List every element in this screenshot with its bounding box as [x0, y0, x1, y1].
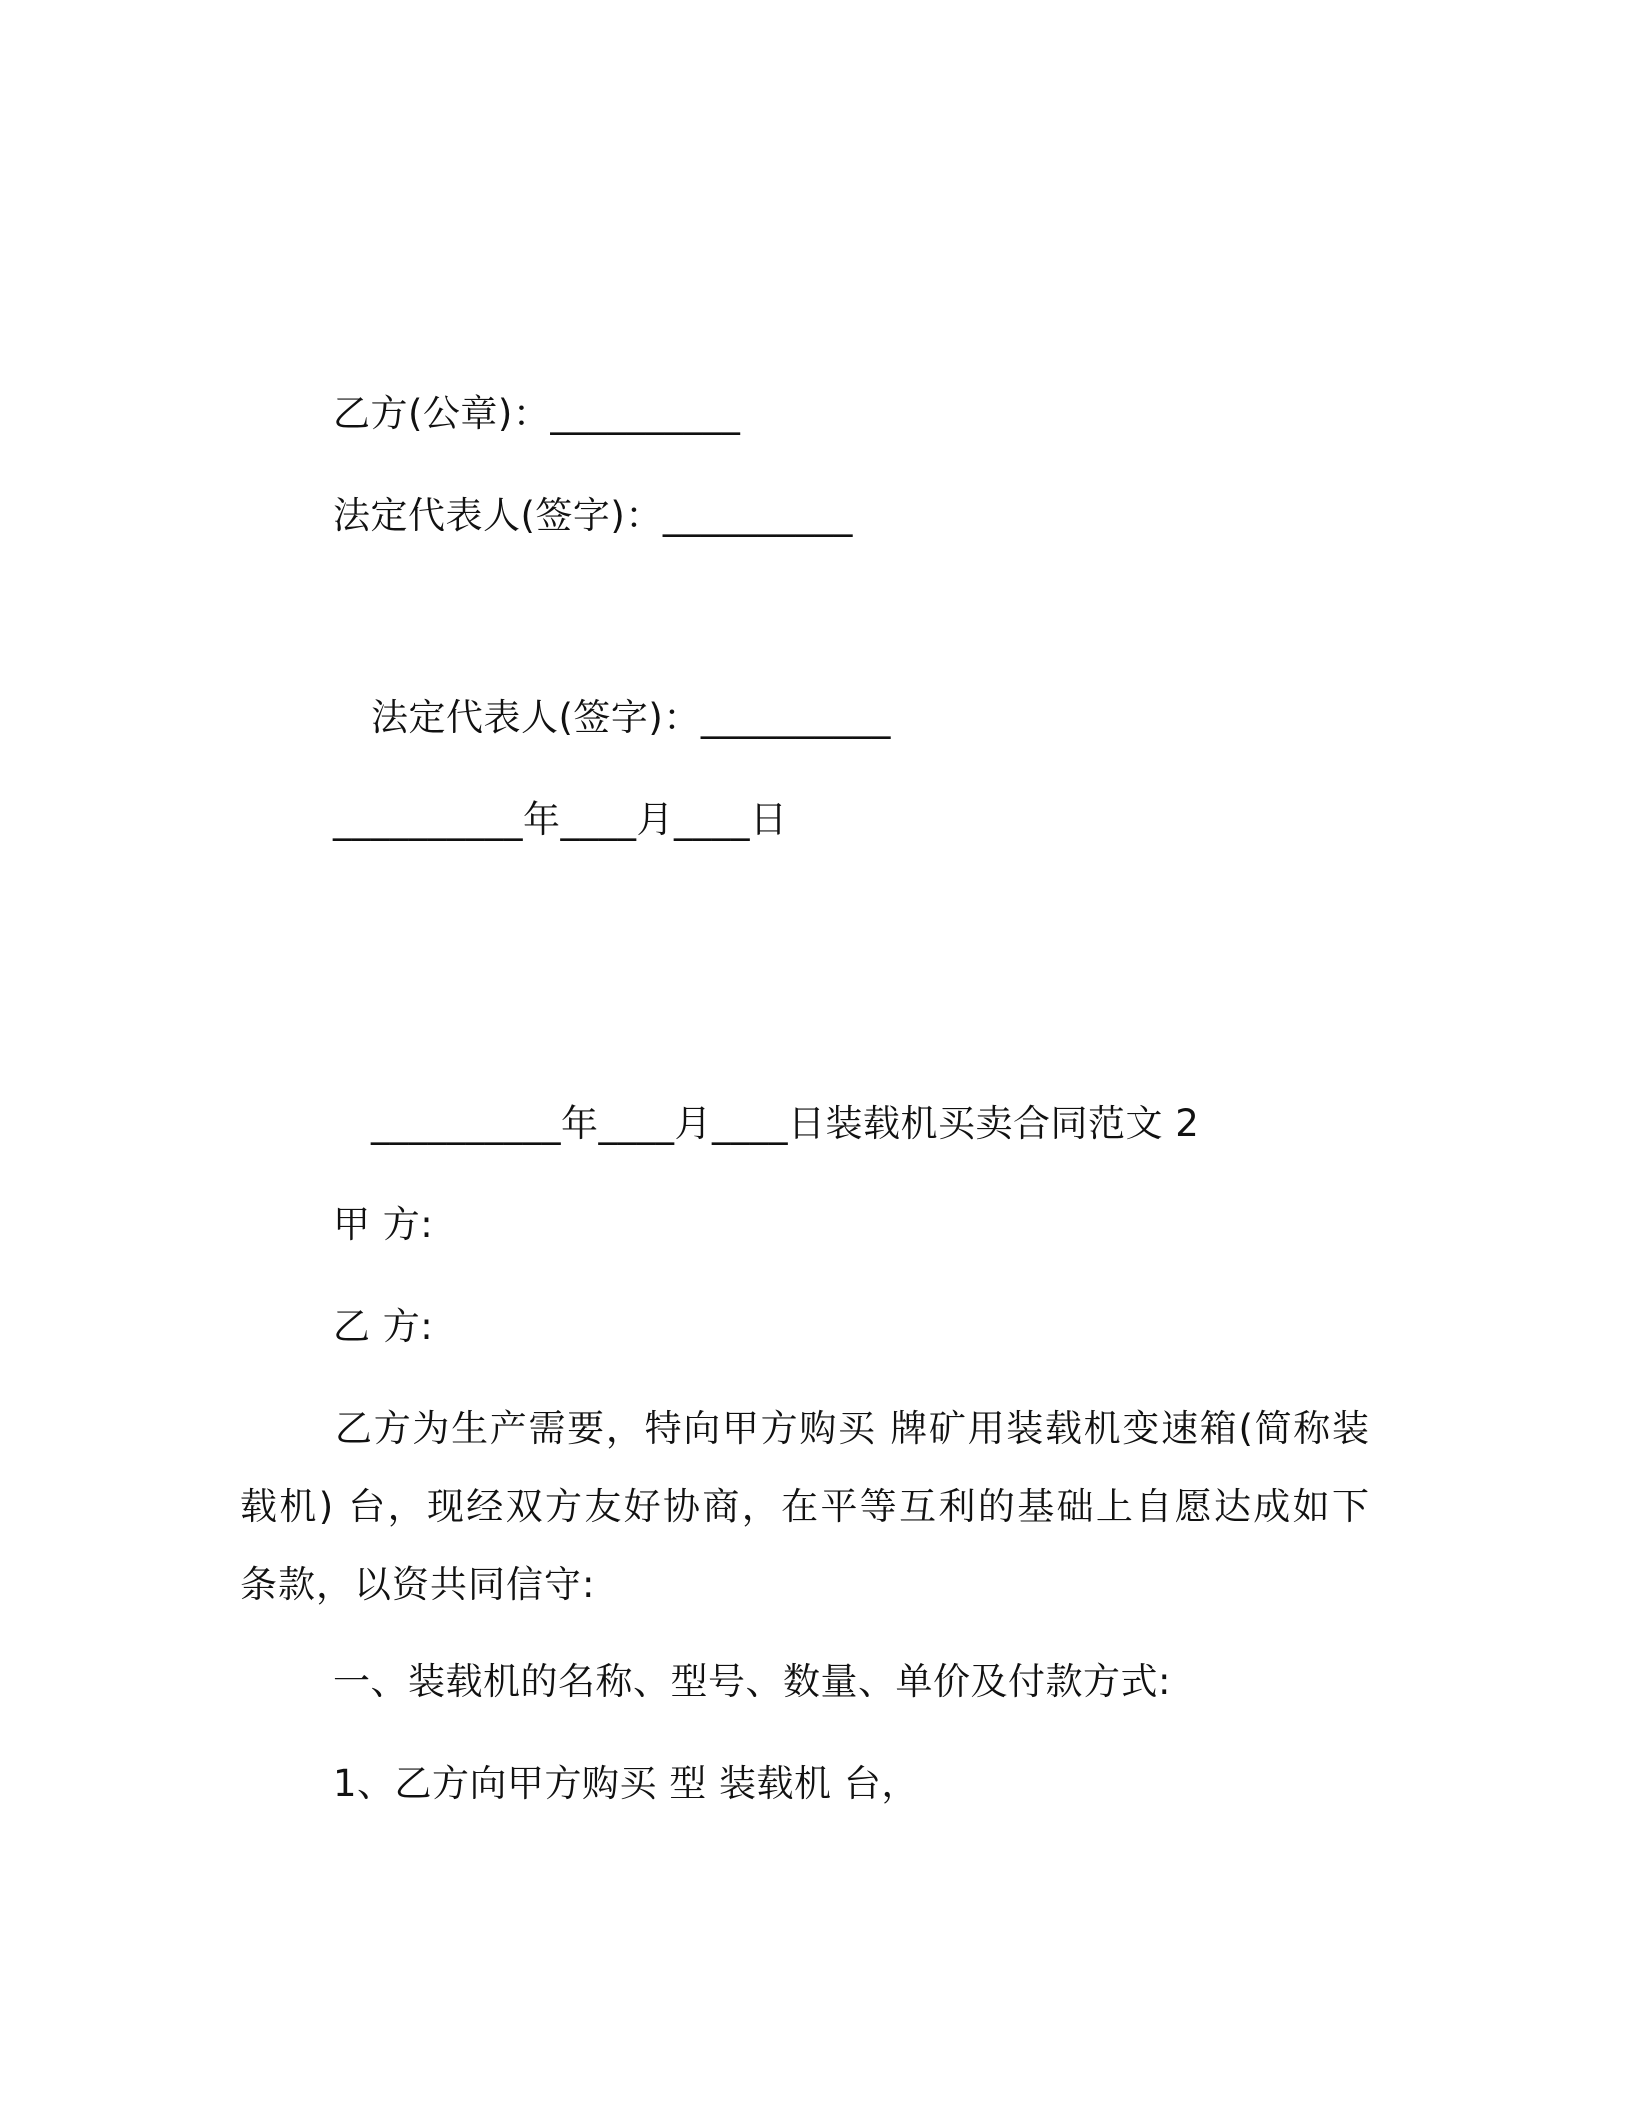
section-1-heading: 一、装载机的名称、型号、数量、单价及付款方式: — [333, 1660, 1171, 1703]
signature-date-line: __________年____月____日 — [333, 798, 788, 841]
clause-1: 1、乙方向甲方购买 型 装载机 台， — [333, 1762, 919, 1805]
party-b-label: 乙 方: — [333, 1305, 434, 1348]
legal-rep-signature-line-2: 法定代表人(签字)：__________ — [371, 696, 891, 739]
party-a-label: 甲 方: — [333, 1203, 434, 1246]
party-b-seal-line: 乙方(公章)：__________ — [333, 392, 741, 435]
legal-rep-signature-line-1: 法定代表人(签字)：__________ — [333, 494, 853, 537]
document-title: __________年____月____日装载机买卖合同范文 2 — [371, 1102, 1200, 1145]
intro-paragraph: 乙方为生产需要，特向甲方购买 牌矿用装载机变速箱(简称装载机) 台，现经双方友好协商，在平等互利的基础上自愿达成如下条款，以资共同信守: — [240, 1407, 1370, 1606]
